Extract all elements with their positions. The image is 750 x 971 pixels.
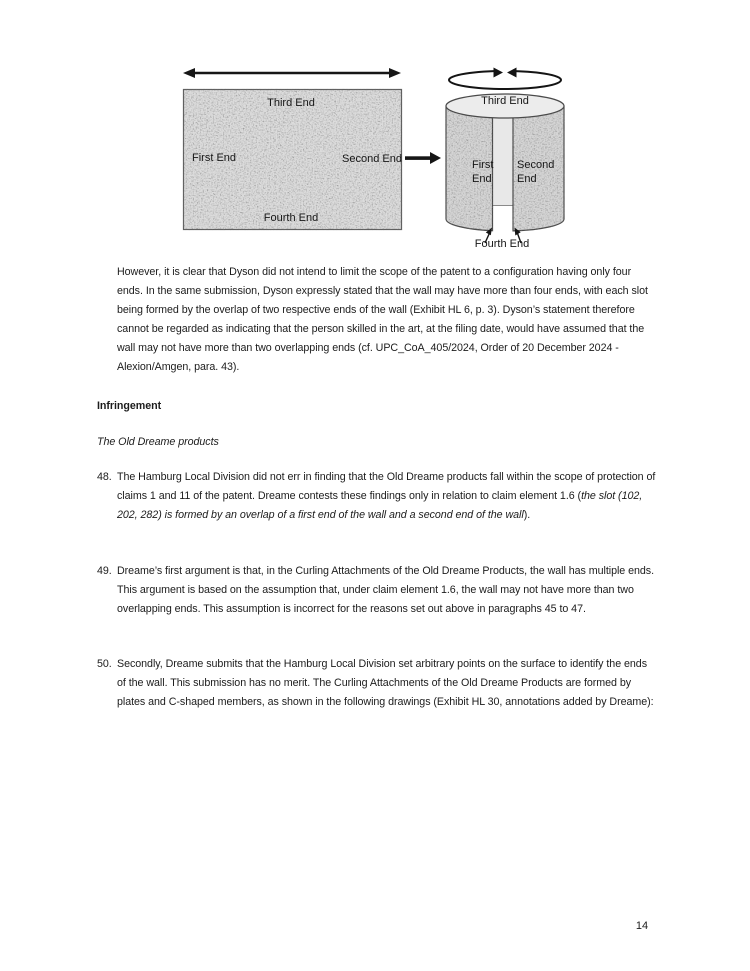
transform-arrow xyxy=(405,152,441,164)
cylinder-right-label: Second End xyxy=(517,159,555,185)
cylinder-shape xyxy=(446,67,564,244)
paragraph-number: 50. xyxy=(97,658,112,670)
cylinder-top-label: Third End xyxy=(481,95,529,107)
text-segment: Secondly, Dreame submits that the Hamburg Local Division set arbitrary points on the surface to identify the ends of the wall. This submission has no merit. The Curling Attachments of the Old Dreame Products are formed by plates and C-shaped members, as shown in the following drawings (Exhibit HL 30, annotations added by Dreame): xyxy=(117,658,654,708)
roll-arrow xyxy=(449,67,561,90)
text-segment: The Hamburg Local Division did not err in finding that the Old Dreame products fall within the scope of protection of claims 1 and 11 of the patent. Dreame contests these findings only in relation to claim element 1.6 ( xyxy=(117,471,656,502)
cylinder-inner-surface xyxy=(493,106,514,206)
text-segment: the slot (102, 202, 282) is formed by an overlap of a first end of the wall and a second end of the wall xyxy=(117,490,643,521)
paragraph-49 xyxy=(97,562,657,619)
flat-sheet-top-label: Third End xyxy=(267,97,315,109)
paragraph-number: 48. xyxy=(97,471,112,483)
width-arrow xyxy=(183,68,401,78)
intro-paragraph: However, it is clear that Dyson did not intend to limit the scope of the patent to a configuration having only four ends. In the same submission, Dyson expressly stated that the wall may have more than four ends, with each slot being formed by the overlap of two respective ends of the wall (Exhibit HL 6, p. 3). Dyson’s statement therefore cannot be regarded as indicating that the person skilled in the art, at the filing date, would have assumed that the wall may not have more than two overlapping ends (cf. UPC_CoA_405/2024, Order of 20 December 2024 - Alexion/Amgen, para. 43). xyxy=(117,266,648,373)
paragraph-48 xyxy=(97,468,657,525)
subsection-heading-old-dreame-products: The Old Dreame products xyxy=(97,436,219,448)
paragraph-number: 49. xyxy=(97,565,112,577)
flat-sheet-left-label: First End xyxy=(192,152,237,164)
text-segment: Dreame’s first argument is that, in the Curling Attachments of the Old Dreame Products, the wall has multiple ends. This argument is based on the assumption that, under claim element 1.6, the wall may not have more than two overlapping ends. This assumption is incorrect for the reasons set out above in paragraphs 45 to 47. xyxy=(117,565,654,615)
paragraph-50 xyxy=(97,655,657,712)
wall-diagram xyxy=(0,0,750,265)
cylinder-left-label: First End xyxy=(472,159,494,185)
flat-sheet-right-label: Second End xyxy=(342,153,402,165)
section-heading-infringement: Infringement xyxy=(97,400,162,412)
paragraph-text xyxy=(117,562,657,619)
flat-sheet-bottom-label: Fourth End xyxy=(263,212,319,224)
text-segment: ). xyxy=(523,509,531,521)
paragraph-text xyxy=(117,468,657,525)
cylinder-bottom-label: Fourth End xyxy=(474,238,530,250)
paragraph-text xyxy=(117,655,657,712)
page-number: 14 xyxy=(635,920,649,932)
